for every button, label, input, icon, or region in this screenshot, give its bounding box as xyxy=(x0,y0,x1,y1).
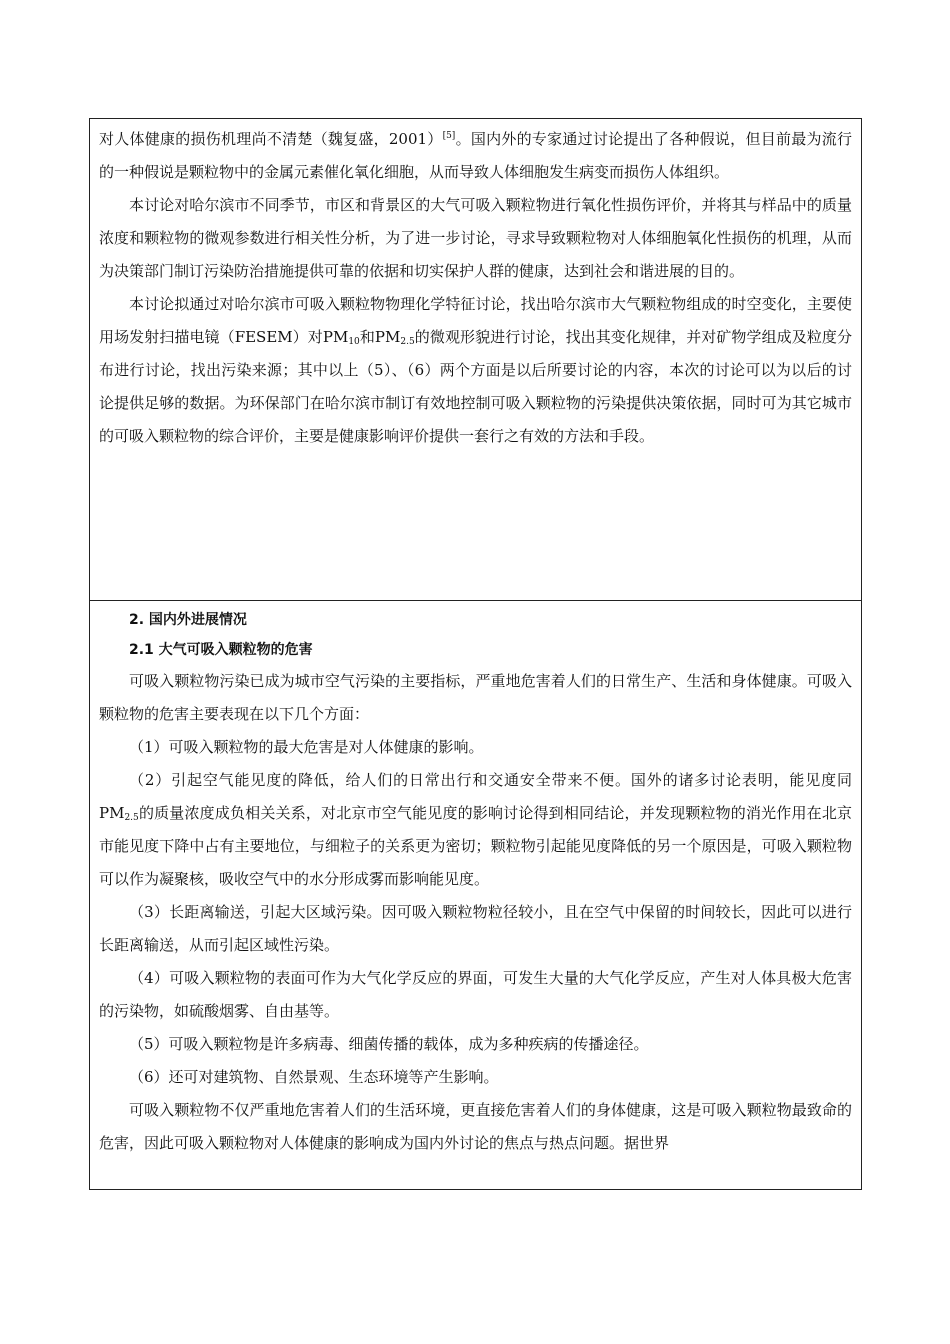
section-heading: 2. 国内外进展情况 xyxy=(129,612,247,628)
list-item: （6）还可对建筑物、自然景观、生态环境等产生影响。 xyxy=(129,1068,499,1086)
list-item: （4）可吸入颗粒物的表面可作为大气化学反应的界面，可发生大量的大气化学反应，产生对人体具极大危害的污染物，如硫酸烟雾、自由基等。 xyxy=(99,969,852,1020)
paragraph-mechanism xyxy=(99,123,852,189)
list-item xyxy=(99,764,852,896)
subscript-pm25: 2.5 xyxy=(400,337,415,347)
paragraph-purpose: 本讨论对哈尔滨市不同季节，市区和背景区的大气可吸入颗粒物进行氧化性损伤评价，并将其与样品中的质量浓度和颗粒物的微观参数进行相关性分析，为了进一步讨论，寻求导致颗粒物对人体细胞氧化性损伤的机理，从而为决策部门制订污染防治措施提供可靠的依据和切实保护人群的健康，达到社会和谐进展的目的。 xyxy=(99,196,852,280)
text-span: 对人体健康的损伤机理尚不清楚（魏复盛，2001） xyxy=(99,130,443,148)
table-cell-progress xyxy=(89,601,862,1190)
list-item: （3）长距离输送，引起大区域污染。因可吸入颗粒物粒径较小，且在空气中保留的时间较长，因此可以进行长距离输送，从而引起区域性污染。 xyxy=(99,903,852,954)
table-cell-background xyxy=(89,118,862,601)
text-span: 。国内外的专家通过讨论提出了各种假说，但目前最为流行的一种假说是颗粒物中的金属元素催化氧化细胞，从而导致人体细胞发生病变而损伤人体组织。 xyxy=(99,130,852,181)
subsection-heading: 2.1 大气可吸入颗粒物的危害 xyxy=(129,642,313,658)
text-span: 的微观形貌进行讨论，找出其变化规律，并对矿物学组成及粒度分布进行讨论，找出污染来源；其中以上（5）、（6）两个方面是以后所要讨论的内容，本次的讨论可以为以后的讨论提供足够的数据。为环保部门在哈尔滨市制订有效地控制可吸入颗粒物的污染提供决策依据，同时可为其它城市的可吸入颗粒物的综合评价，主要是健康影响评价提供一套行之有效的方法和手段。 xyxy=(99,328,852,445)
citation-ref: [5] xyxy=(442,131,456,141)
list-item: （5）可吸入颗粒物是许多病毒、细菌传播的载体，成为多种疾病的传播途径。 xyxy=(129,1035,649,1053)
text-span: 的质量浓度成负相关关系，对北京市空气能见度的影响讨论得到相同结论，并发现颗粒物的消光作用在北京市能见度下降中占有主要地位，与细粒子的关系更为密切；颗粒物引起能见度降低的另一个原因是，可吸入颗粒物可以作为凝聚核，吸收空气中的水分形成雾而影响能见度。 xyxy=(99,804,852,888)
text-span: 本讨论拟通过对哈尔滨市可吸入颗粒物物理化学特征讨论，找出哈尔滨市大气颗粒物组成的时空变化，主要使用场发射扫描电镜（FESEM）对PM xyxy=(99,295,852,346)
subscript-pm25: 2.5 xyxy=(124,813,139,823)
paragraph-method xyxy=(99,288,852,453)
subscript-pm10: 10 xyxy=(348,337,360,347)
list-item: （1）可吸入颗粒物的最大危害是对人体健康的影响。 xyxy=(129,738,484,756)
text-span: 和PM xyxy=(359,328,401,346)
text-span: （2）引起空气能见度的降低，给人们的日常出行和交通安全带来不便。国外的诸多讨论表明，能见度同PM xyxy=(99,771,852,822)
paragraph-closing: 可吸入颗粒物不仅严重地危害着人们的生活环境，更直接危害着人们的身体健康，这是可吸入颗粒物最致命的危害，因此可吸入颗粒物对人体健康的影响成为国内外讨论的焦点与热点问题。据世界 xyxy=(99,1101,852,1152)
document-page xyxy=(89,118,862,1190)
paragraph-intro: 可吸入颗粒物污染已成为城市空气污染的主要指标，严重地危害着人们的日常生产、生活和身体健康。可吸入颗粒物的危害主要表现在以下几个方面： xyxy=(99,672,852,723)
